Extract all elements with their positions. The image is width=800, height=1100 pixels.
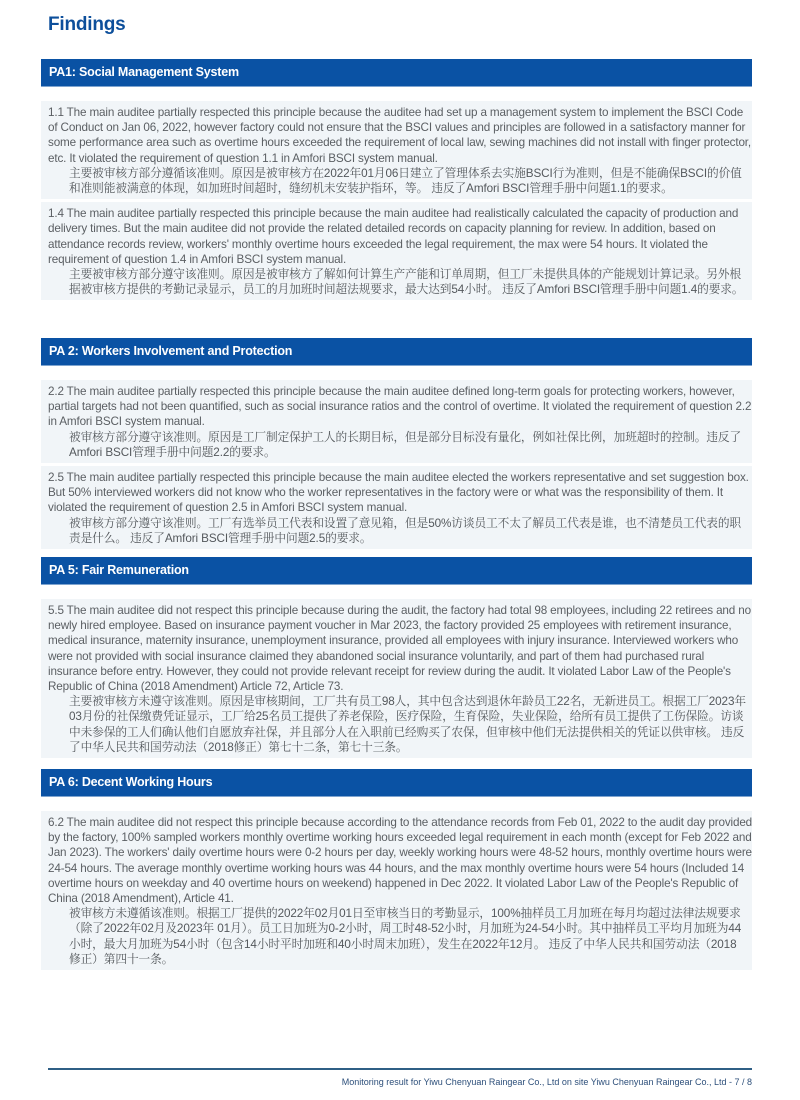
finding-text-zh: 被审核方未遵循该准则。根据工厂提供的2022年02月01日至审核当日的考勤显示，100%抽样员工月加班在每月均超过法律法规要求（除了2022年02月及2023年 01月）。员工日加班为0-2小时，周工时48-52小时，月加班为24-54小时。其中抽样员工平均月加班为44小时，最大月加班为54小时（包含14小时平时加班和40小时周末加班），发生在2022年12月。 违反了中华人民共和国劳动法（2018修正）第四十一条。: [69, 907, 742, 966]
finding-text-zh: 主要被审核方部分遵循该准则。原因是被审核方在2022年01月06日建立了管理体系去实施BSCI行为准则，但是不能确保BSCI的价值和准则能被满意的体现，如加班时间超时，缝纫机未安装护指环，等。 违反了Amfori BSCI管理手册中问题1.1的要求。: [69, 166, 742, 196]
finding-2-5: [41, 466, 752, 549]
finding-text-en: 6.2 The main auditee did not respect this principle because according to the attendance records from Feb 01, 2022 to the audit day provided by the factory, 100% sampled workers monthly overtime working hours exceeded legal requirement in each month (except for Feb 2022 and Jan 2023). The workers' daily overtime hours were 0-2 hours per day, weekly working hours were 48-52 hours, monthly overtime hours were 24-54 hours. The average monthly overtime working hours was 44 hours, and the max monthly overtime hours were 54 hours (Included 14 overtime hours on weekday and 40 overtime hours on weekend) happened in Dec 2022. It violated Labor Law of the People's Republic of China (2018 Amendment), Article 41.: [48, 816, 753, 906]
finding-text-en: 1.1 The main auditee partially respected this principle because the auditee had set up a management system to implement the BSCI Code of Conduct on Jan 06, 2022, however factory could not ensure that the BSCI values and principles are followed in a satisfactory manner for some performance area such as overtime hours exceeded the requirement of local law, sewing machines did not install with finger protector, etc. It violated the requirement of question 1.1 in Amfori BSCI system manual.: [48, 106, 751, 165]
section-body: [41, 811, 752, 970]
finding-text-zh: 主要被审核方部分遵守该准则。原因是被审核方了解如何计算生产产能和订单周期，但工厂未提供具体的产能规划计算记录。另外根据被审核方提供的考勤记录显示，员工的月加班时间超法规要求，最大达到54小时。 违反了Amfori BSCI管理手册中问题1.4的要求。: [69, 268, 744, 297]
finding-text-zh: 被审核方部分遵守该准则。工厂有选举员工代表和设置了意见箱，但是50%访谈员工不太了解员工代表是谁，也不清楚员工代表的职责是什么。 违反了Amfori BSCI管理手册中问题2.5的要求。: [69, 516, 741, 545]
section-header: PA 6: Decent Working Hours: [41, 769, 752, 797]
finding-text-en: 2.5 The main auditee partially respected this principle because the main auditee elected the workers representative and set suggestion box. But 50% interviewed workers did not know who the worker representatives in the factory were or what was the responsibility of them. It violated the requirement of question 2.5 in Amfori BSCI system manual.: [48, 471, 749, 515]
section-body: [41, 101, 752, 300]
finding-text-zh: 主要被审核方未遵守该准则。原因是审核期间，工厂共有员工98人，其中包含达到退休年龄员工22名，无新进员工。根据工厂2023年03月份的社保缴费凭证显示，工厂给25名员工提供了养老保险，医疗保险，生育保险，失业保险，给所有员工提供了工伤保险。访谈中未参保的工人们确认他们自愿放弃社保，并且部分人在入职前已经购买了农保，但审核中他们无法提供相关的凭证以供审核。 违反了中华人民共和国劳动法（2018修正）第七十二条，第七十三条。: [69, 695, 746, 754]
section-header: PA 5: Fair Remuneration: [41, 557, 752, 585]
finding-text-en: 2.2 The main auditee partially respected this principle because the main auditee defined long-term goals for protecting workers, however, partial targets had not been quantified, such as social insurance ratios and the control of overtime. It violated the requirement of question 2.2 in Amfori BSCI system manual.: [48, 385, 752, 429]
section-body: [41, 599, 752, 758]
finding-1-1: [41, 101, 752, 199]
section-pa6: [41, 769, 752, 973]
section-pa2: [41, 338, 752, 552]
section-header: PA 2: Workers Involvement and Protection: [41, 338, 752, 366]
section-header: PA1: Social Management System: [41, 59, 752, 87]
page-title: Findings: [48, 14, 126, 35]
finding-2-2: [41, 380, 752, 463]
footer-text: Monitoring result for Yiwu Chenyuan Raingear Co., Ltd on site Yiwu Chenyuan Raingear Co., Ltd - 7 / 8: [341, 1077, 752, 1087]
section-body: [41, 380, 752, 549]
finding-text-en: 1.4 The main auditee partially respected this principle because the main auditee had realistically calculated the capacity of production and delivery times. But the main auditee did not provide the related detailed records on capacity planning for review. In addition, based on attendance records review, workers' monthly overtime hours exceeded the legal requirement, the max were 54 hours. It violated the requirement of question 1.4 in Amfori BSCI system manual.: [48, 207, 739, 266]
finding-1-4: [41, 202, 752, 300]
finding-5-5: [41, 599, 752, 758]
finding-text-en: 5.5 The main auditee did not respect this principle because during the audit, the factory had total 98 employees, including 22 retirees and no newly hired employee. Based on insurance payment voucher in Mar 2023, the factory provided 25 employees with retirement insurance, medical insurance, maternity insurance, unemployment insurance, provided all employees with injury insurance. Interviewed workers who were not provided with social insurance claimed they abandoned social insurance voluntarily, and part of them had purchased rural insurance before entry. However, they could not provide relevant receipt for review during the audit. It violated Labor Law of the People's Republic of China (2018 Amendment) Article 72, Article 73.: [48, 604, 751, 694]
finding-6-2: [41, 811, 752, 970]
finding-text-zh: 被审核方部分遵守该准则。原因是工厂制定保护工人的长期目标，但是部分目标没有量化，例如社保比例，加班超时的控制。违反了Amfori BSCI管理手册中问题2.2的要求。: [69, 430, 742, 459]
section-pa1: [41, 59, 752, 303]
footer-divider: [48, 1068, 752, 1070]
section-pa5: [41, 557, 752, 761]
